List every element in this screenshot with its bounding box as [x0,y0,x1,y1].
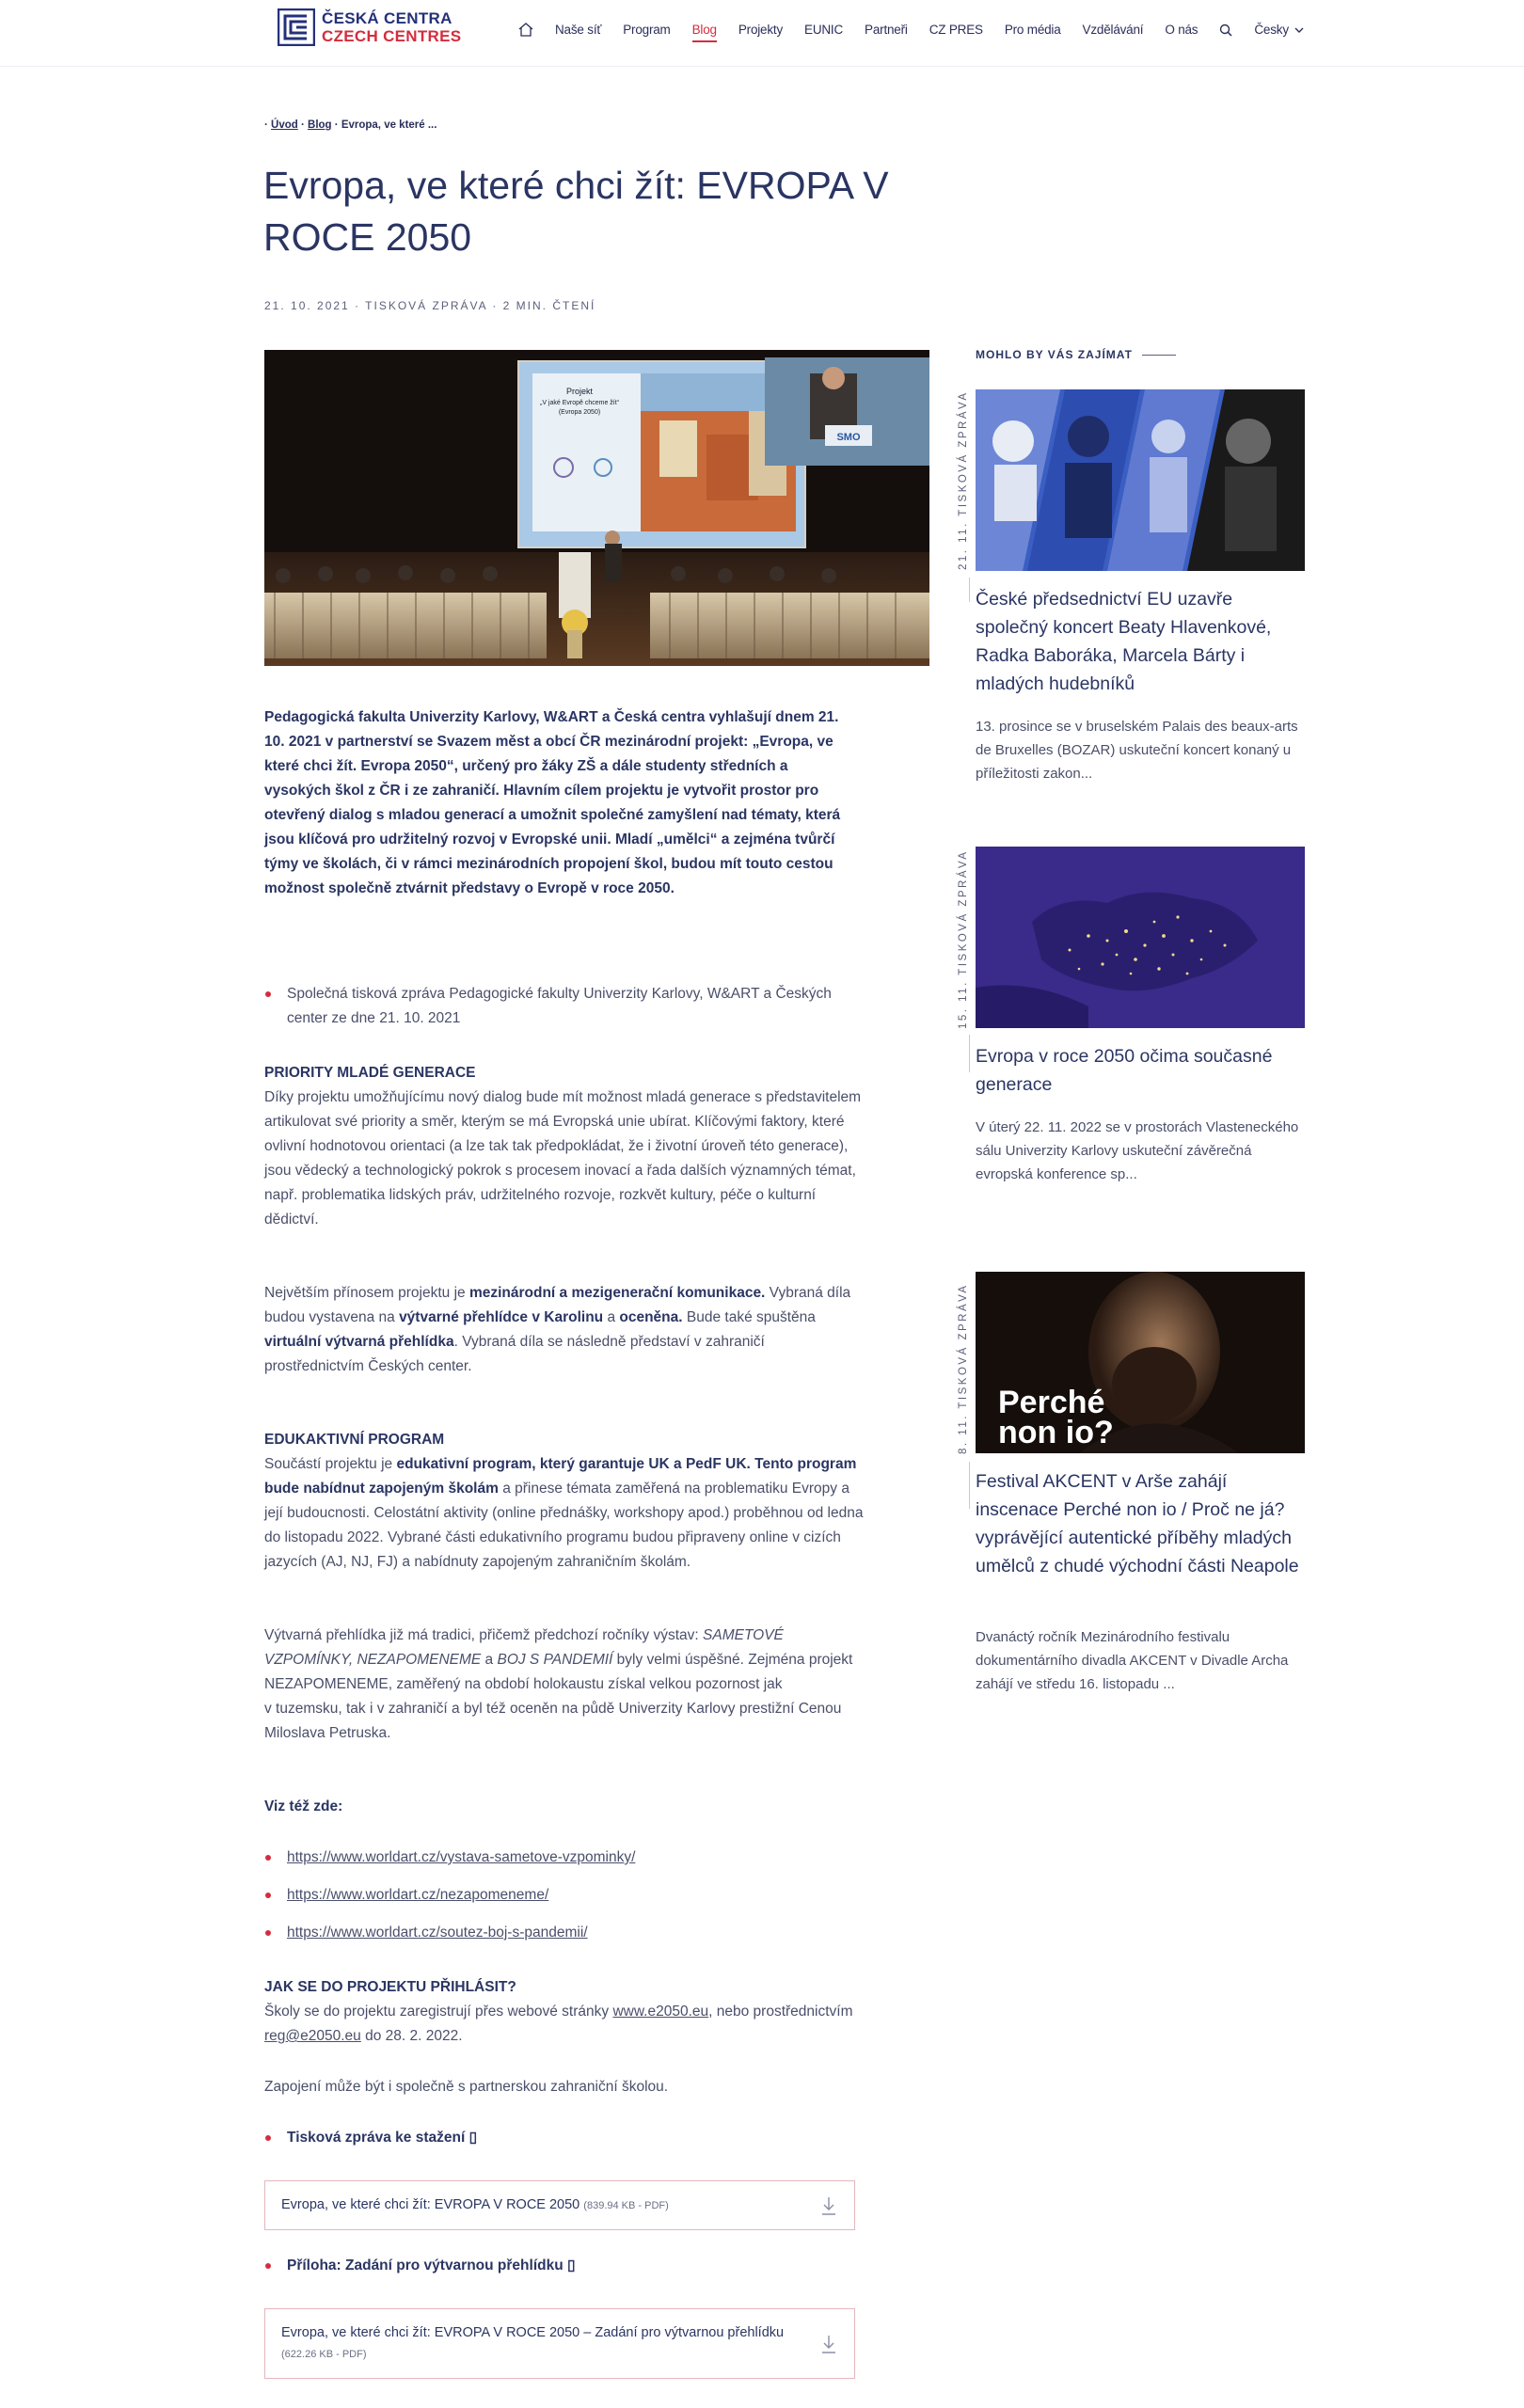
text: a [603,1309,620,1325]
card-divider [969,1462,970,1509]
text: a přinese témata zaměřená na problematiku Evropy a její budoucnosti. Celostátní aktivity (online přednášky, workshopy apod.) proběhnou od ledna do listopadu 2022. Vybrané části edukativního programu budou připraveny online v cizích jazycích (AJ, NJ, FJ) a nabídnuty zapojeným zahraničním školám. [264,1481,864,1570]
slide-line3: (Evropa 2050) [558,409,601,416]
breadcrumb-blog[interactable]: Blog [308,119,332,131]
main-nav [518,23,1326,37]
page-title: Evropa, ve které chci žít: EVROPA V ROCE 2050 [263,164,889,259]
logo-mark-icon [278,8,315,46]
article-meta: 21. 10. 2021 · TISKOVÁ ZPRÁVA · 2 MIN. ČTENÍ [264,299,596,312]
card-date: 8. 11. TISKOVÁ ZPRÁVA [958,1283,969,1454]
breadcrumb-home[interactable]: Úvod [271,119,298,131]
download-file-attachment[interactable] [264,2308,855,2379]
nav-item-projekty[interactable]: Projekty [738,23,784,37]
external-link[interactable]: https://www.worldart.cz/nezapomeneme/ [287,1887,549,1903]
text-italic: SAMETOVÉ VZPOMÍNKY, NEZAPOMENEME [264,1627,784,1668]
downloads-heading: Příloha: Zadání pro výtvarnou přehlídku ▯ [264,2254,857,2278]
card-divider [969,1035,970,1072]
text-bold: mezinárodní a mezigenerační komunikace. [468,1285,766,1301]
nav-item-program[interactable]: Program [623,23,671,37]
card-excerpt: V úterý 22. 11. 2022 se v prostorách Vlasteneckého sálu Univerzity Karlovy uskuteční závěrečná evropská konference sp... [976,1119,1299,1182]
nav-item-vzdelavani[interactable]: Vzdělávání [1082,23,1144,37]
see-also-heading [264,1795,866,1819]
card-divider [969,578,970,602]
breadcrumb-current: Evropa, ve které ... [341,119,437,131]
section-join [264,1975,866,2049]
card-title[interactable]: Evropa v roce 2050 očima současné generace [976,1046,1273,1095]
text: . Vybraná díla se následně představí v zahraničí prostřednictvím Českých center. [264,1334,765,1374]
website-link[interactable]: www.e2050.eu [612,2004,709,2020]
text-bold: výtvarné přehlídce v Karolinu [399,1309,604,1325]
file-name: Evropa, ve které chci žít: EVROPA V ROCE 2050 [281,2197,580,2212]
card-image[interactable] [976,1272,1305,1453]
slide-line1: Projekt [565,387,594,396]
paragraph: Zapojení může být i společně s partnerskou zahraniční školou. [264,2079,669,2095]
language-label: Česky [1254,23,1289,37]
card-date: 15. 11. TISKOVÁ ZPRÁVA [958,849,969,1029]
section-heading: PRIORITY MLADÉ GENERACE [264,1065,476,1081]
nav-item-eunic[interactable]: EUNIC [804,23,844,37]
nav-item-blog[interactable]: Blog [691,23,717,37]
download-icon [820,2195,837,2216]
file-name: Evropa, ve které chci žít: EVROPA V ROCE 2050 – Zadání pro výtvarnou přehlídku [281,2325,785,2340]
text: Školy se do projektu zaregistrují přes webové stránky [264,2004,613,2020]
text: byly velmi úspěšné. Zejména projekt NEZAPOMENEME, zaměřený na období holokaustu získal velkou pozornost jak [264,1652,853,1692]
external-link[interactable]: https://www.worldart.cz/soutez-boj-s-pandemii/ [287,1925,588,1941]
text-bold: virtuální výtvarná přehlídka [264,1334,454,1350]
sidebar-heading: MOHLO BY VÁS ZAJÍMAT [976,348,1176,361]
text-bold: oceněna. [619,1309,683,1325]
list-item: Společná tisková zpráva Pedagogické fakulty Univerzity Karlovy, W&ART a Českých center ze dne 21. 10. 2021 [264,982,857,1031]
text: , nebo prostřednictvím [708,2004,853,2020]
text: a [481,1652,498,1668]
card-title[interactable]: České předsednictví EU uzavře společný koncert Beaty Hlavenkové, Radka Baboráka, Marcela Bárty i mladých hudebníků [976,589,1272,694]
section-heading: JAK SE DO PROJEKTU PŘIHLÁSIT? [264,1979,516,1995]
card-date: 21. 11. TISKOVÁ ZPRÁVA [958,390,969,570]
breadcrumb: · Úvod · Blog · Evropa, ve které ... [264,119,437,131]
downloads-heading: Tisková zpráva ke stažení ▯ [264,2126,857,2150]
text-bold: Viz též zde: [264,1798,343,1814]
text: do 28. 2. 2022. [360,2028,463,2044]
hero-image [264,350,929,666]
section-education [264,1428,866,1575]
file-size: (839.94 KB - PDF) [583,2200,669,2211]
logo-line2: CZECH CENTRES [322,27,462,45]
list-item [264,1921,857,1945]
section-priority [264,1061,866,1232]
card-excerpt: 13. prosince se v bruselském Palais des beaux-arts de Bruxelles (BOZAR) uskuteční koncert konaný u příležitosti zakon... [976,719,1298,782]
card-image[interactable] [976,847,1305,1028]
text: Největším přínosem projektu je [264,1285,469,1301]
section-heading: EDUKAKTIVNÍ PROGRAM [264,1432,445,1448]
article-lead: Pedagogická fakulta Univerzity Karlovy, W&ART a Česká centra vyhlašují dnem 21. 10. 2021 v partnerství se Svazem měst a obcí ČR mezinárodní projekt: „Evropa, ve které chci žít. Evropa 2050“, určený pro žáky ZŠ a dále studenty středních a vysokých škol z ČR i ze zahraničí. Hlavním cílem projektu je vytvořit prostor pro otevřený dialog s mladou generací a umožnit společné zamyšlení nad tématy, která jsou klíčová pro udržitelný rozvoj v Evropské unii. Mladí „umělci“ a zejména tvůrčí týmy ve školách, či v rámci mezinárodních propojení škol, budou mít touto cestou možnost společně ztvárnit představy o Evropě v roce 2050. [264,709,841,896]
slide-logo: SMO [836,432,861,443]
text: Vybraná díla budou vystavena na [264,1285,851,1325]
list-item [264,1846,857,1870]
nav-item-nase-sit[interactable]: Naše síť [555,23,602,37]
search-icon[interactable] [1219,24,1232,37]
nav-item-pro-media[interactable]: Pro média [1004,23,1061,37]
nav-item-partneri[interactable]: Partneři [865,23,908,37]
card-excerpt: Dvanáctý ročník Mezinárodního festivalu dokumentárního divadla AKCENT v Divadle Archa zahájí ve středu 16. listopadu ... [976,1629,1289,1692]
file-size: (622.26 KB - PDF) [281,2349,367,2360]
text: Součástí projektu je [264,1456,397,1472]
paragraph: Díky projektu umožňujícímu nový dialog bude mít možnost mladá generace s představitelem artikulovat své priority a směr, kterým se má Evropská unie ubírat. Klíčovými faktory, které ovlivní hodnotovou orientaci (a lze tak tak předpokládat, že i životní úroveň této generace), jsou vědecký a technologický pokrok s procesem inovací a řada dalších významných témat, např. problematika lidských práv, udržitelného rozvoje, rozkvět kultury, péče o kulturní dědictví. [264,1089,862,1228]
text: v tuzemsku, tak i v zahraničí a byl též oceněn na půdě Univerzity Karlovy prestižní Cenou Miloslava Petruska. [264,1701,842,1741]
language-select[interactable] [1254,23,1304,37]
paragraph-benefit [264,1281,866,1379]
chevron-down-icon [1294,27,1304,34]
site-logo[interactable] [278,8,461,46]
text: Výtvarná přehlídka již má tradici, přičemž předchozí ročníky výstav: [264,1627,704,1643]
slide-line2: „V jaké Evropě chceme žít“ [539,400,620,406]
download-file-press-release[interactable] [264,2180,855,2230]
nav-item-o-nas[interactable]: O nás [1165,23,1199,37]
card-title[interactable]: Festival AKCENT v Arše zahájí inscenace Perché non io / Proč ne já? vyprávějící autentické příběhy mladých umělců z chudé východní části Neapole [976,1471,1299,1576]
text-italic: BOJ S PANDEMIÍ [497,1652,613,1668]
logo-line1: ČESKÁ CENTRA [322,9,452,27]
text-bold: edukativní program, který garantuje UK a PedF UK. Tento program bude nabídnut zapojeným školám [264,1456,857,1497]
list-item [264,1883,857,1908]
card-image-overlay: Perché non io? [998,1385,1114,1450]
site-header [0,0,1524,67]
text: Bude také spuštěna [682,1309,816,1325]
download-icon [820,2334,837,2354]
nav-item-cz-pres[interactable]: CZ PRES [929,23,983,37]
paragraph-tradition [264,1624,866,1746]
external-link[interactable]: https://www.worldart.cz/vystava-sametove-vzpominky/ [287,1849,636,1865]
home-icon[interactable] [518,23,533,37]
email-link[interactable]: reg@e2050.eu [264,2028,361,2044]
card-image[interactable] [976,389,1305,571]
